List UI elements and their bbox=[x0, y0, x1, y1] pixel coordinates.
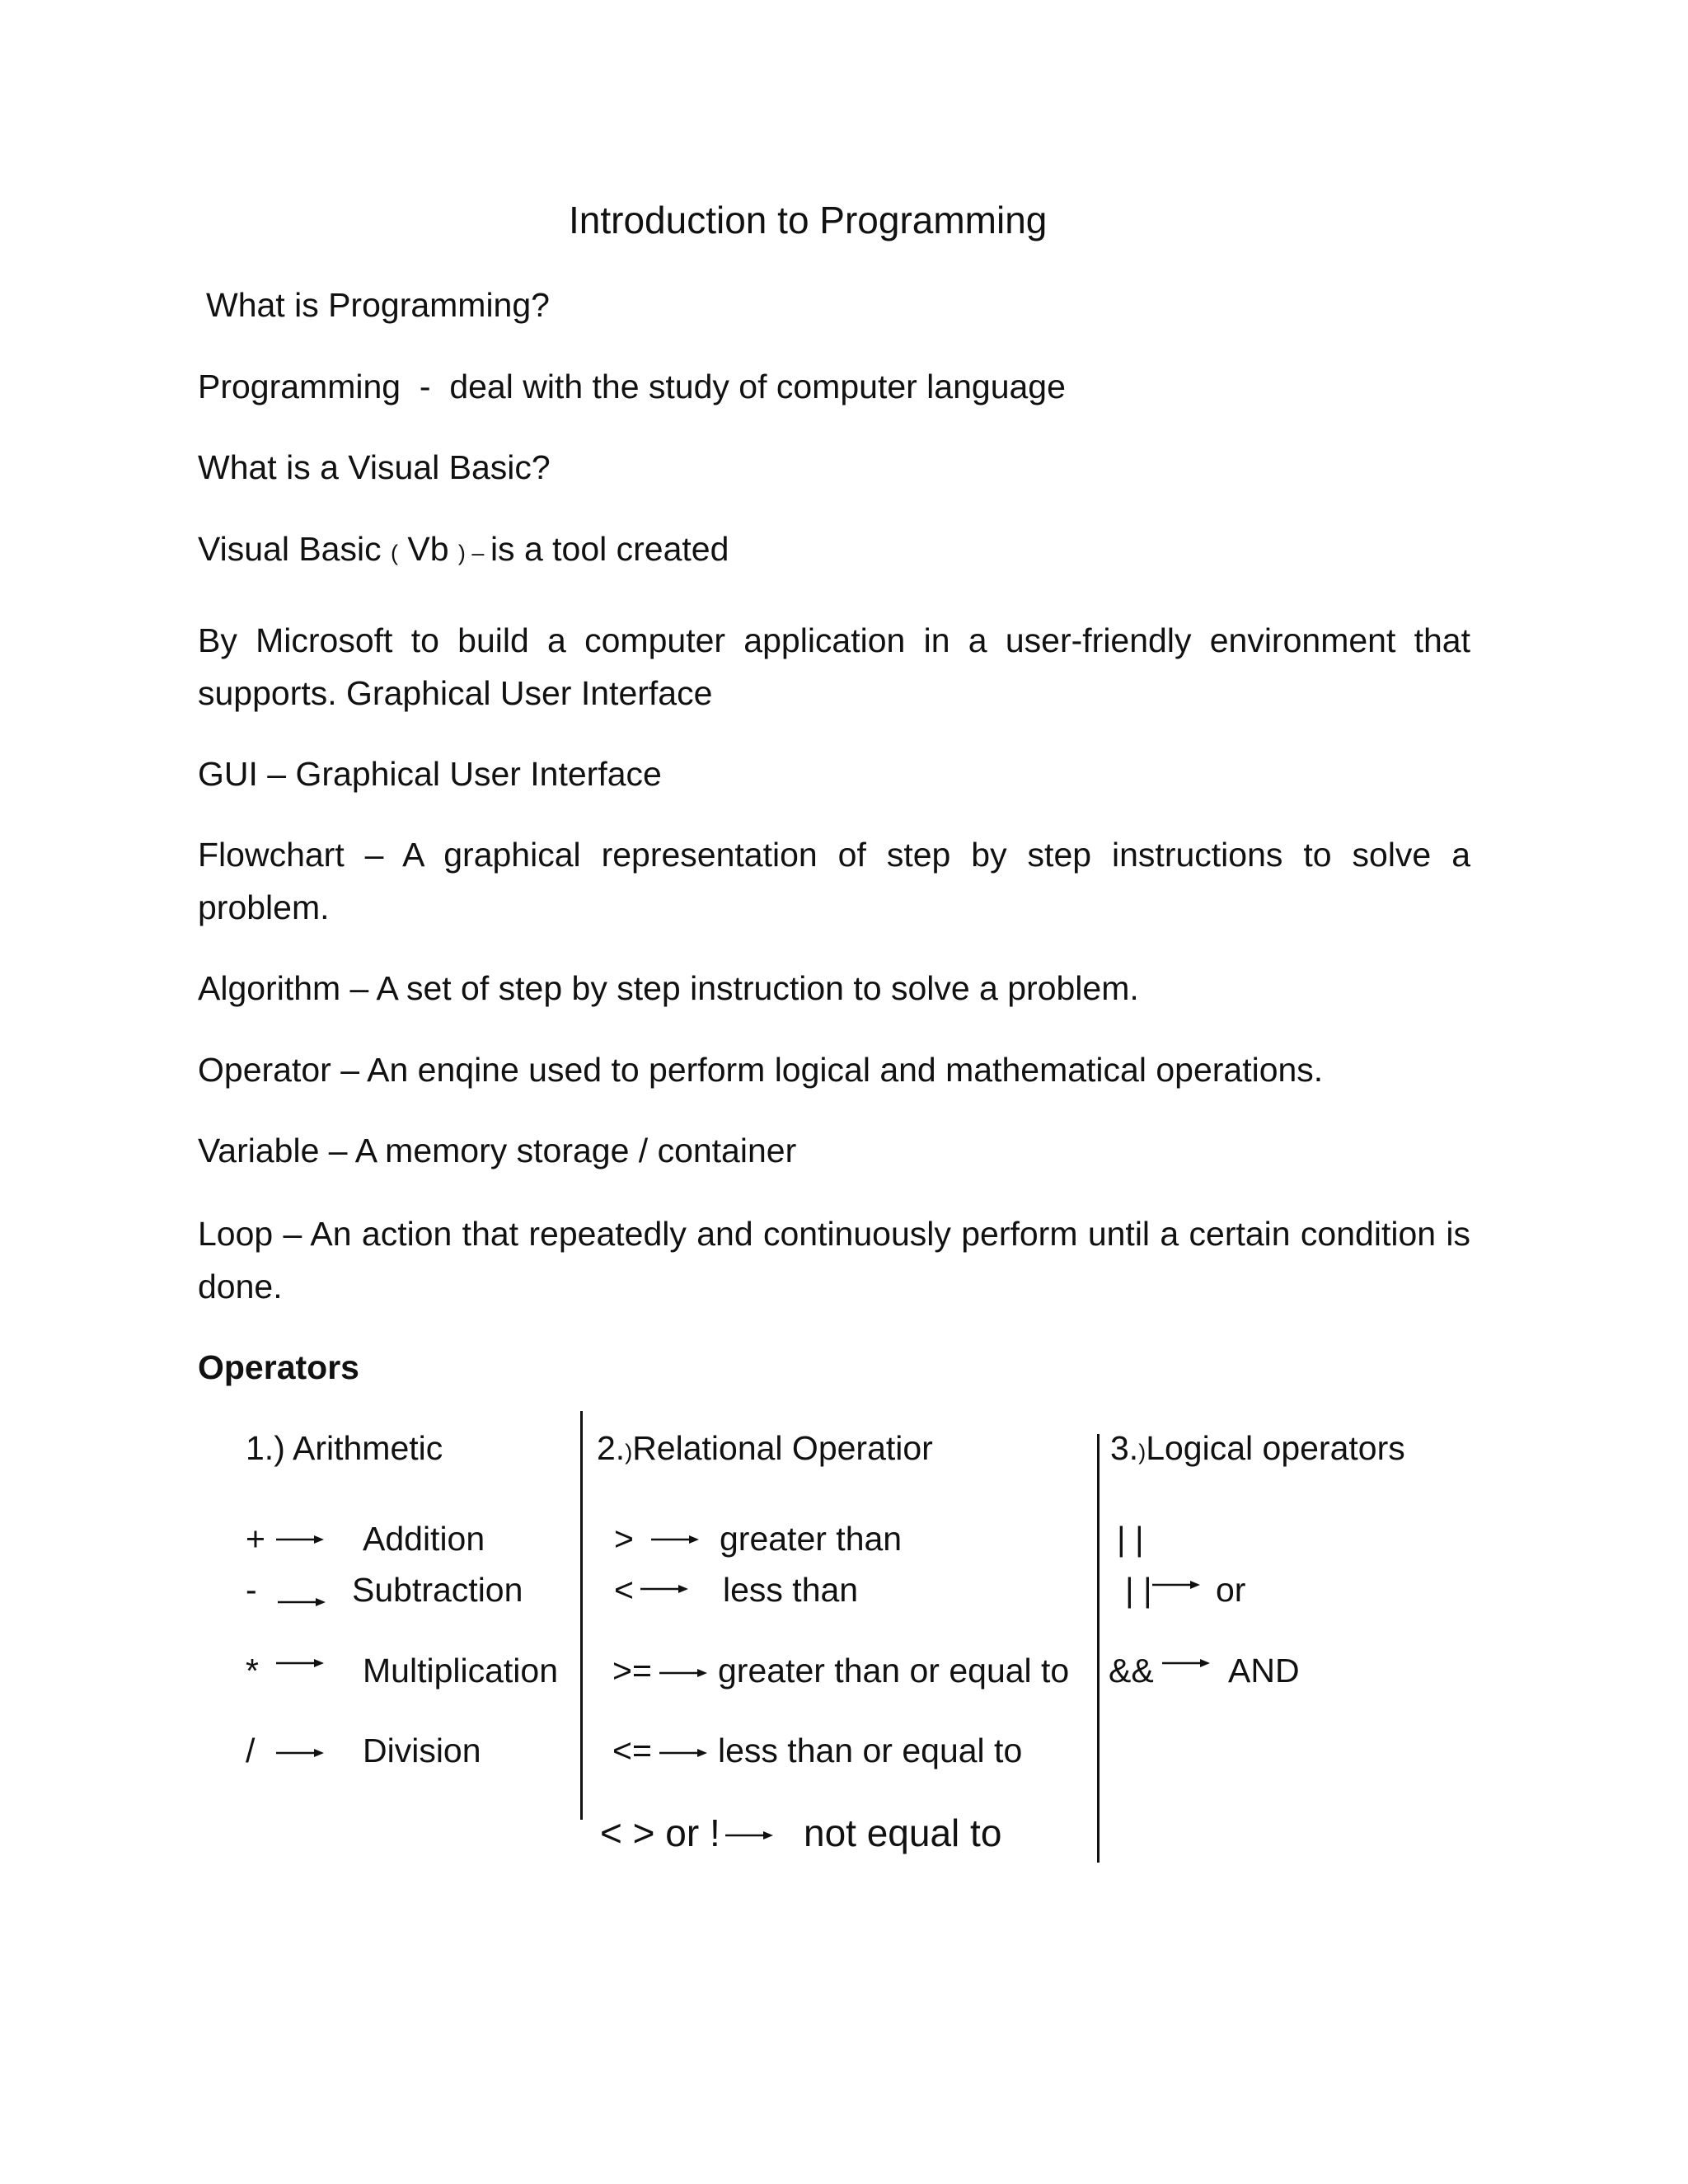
relational-number: 2. bbox=[597, 1429, 626, 1467]
question-visual-basic: What is a Visual Basic? bbox=[198, 448, 551, 486]
term-programming: Programming bbox=[198, 368, 401, 405]
loop-definition: Loop – An action that repeatedly and continuously perform until a certain condition is done. bbox=[198, 1215, 1470, 1305]
logic-sym-or-2: | | bbox=[1125, 1571, 1152, 1609]
definition-visual-basic bbox=[198, 529, 729, 569]
arrow-icon bbox=[659, 1745, 709, 1761]
definition-programming bbox=[198, 367, 1066, 407]
arrow-icon bbox=[276, 1745, 326, 1761]
arithmetic-label: Arithmetic bbox=[284, 1429, 443, 1467]
variable-definition: Variable – A memory storage / container bbox=[198, 1132, 797, 1169]
vb-paragraph: By Microsoft to build a computer application in a user-friendly environment that supports. Graphical User Interface bbox=[198, 621, 1470, 712]
paren-close: ) bbox=[457, 541, 466, 565]
paren-open: ( bbox=[390, 541, 398, 565]
arith-name-add: Addition bbox=[363, 1520, 485, 1558]
arrow-icon bbox=[651, 1531, 701, 1548]
arith-sym-div: / bbox=[246, 1732, 256, 1769]
arith-sym-mul: * bbox=[246, 1652, 259, 1690]
rel-sym-gte: >= bbox=[612, 1652, 652, 1690]
arith-name-sub: Subtraction bbox=[352, 1571, 523, 1609]
relational-header bbox=[597, 1428, 933, 1469]
arithmetic-number: 1.) bbox=[246, 1429, 285, 1467]
arith-sym-add: + bbox=[246, 1520, 265, 1558]
arrow-icon bbox=[276, 1531, 326, 1548]
abbr-vb: Vb bbox=[397, 530, 458, 568]
arith-name-div: Division bbox=[363, 1732, 481, 1769]
rel-sym-gt: > bbox=[614, 1520, 634, 1558]
logic-sym-or-1: | | bbox=[1117, 1520, 1144, 1558]
arith-name-mul: Multiplication bbox=[363, 1652, 558, 1690]
arrow-icon bbox=[276, 1655, 326, 1671]
column-divider-1 bbox=[580, 1411, 583, 1820]
rel-name-lt: less than bbox=[723, 1571, 859, 1609]
vb-text: is a tool created bbox=[490, 530, 729, 568]
relational-paren: ) bbox=[625, 1440, 633, 1465]
logic-sym-and: && bbox=[1109, 1652, 1154, 1690]
rel-sym-lte: <= bbox=[612, 1732, 652, 1769]
dash: – bbox=[465, 541, 490, 565]
definition-text: deal with the study of computer language bbox=[449, 368, 1066, 405]
rel-name-gte: greater than or equal to bbox=[718, 1652, 1070, 1690]
rel-sym-ne: < > or ! bbox=[600, 1811, 720, 1854]
arrow-icon bbox=[659, 1665, 709, 1681]
logical-number: 3. bbox=[1110, 1429, 1139, 1467]
operator-definition: Operator – An enqine used to perform logical and mathematical operations. bbox=[198, 1051, 1324, 1089]
page-title: Introduction to Programming bbox=[569, 199, 1048, 241]
arrow-icon bbox=[278, 1594, 327, 1610]
arith-sym-sub: - bbox=[246, 1571, 257, 1609]
arithmetic-header bbox=[246, 1428, 443, 1469]
arrow-icon bbox=[725, 1827, 775, 1844]
rel-sym-lt: < bbox=[614, 1571, 634, 1609]
relational-label: Relational Operatior bbox=[632, 1429, 933, 1467]
arrow-icon bbox=[1152, 1577, 1202, 1593]
arrow-icon bbox=[640, 1581, 690, 1597]
rel-name-lte: less than or equal to bbox=[718, 1732, 1023, 1769]
algorithm-definition: Algorithm – A set of step by step instruction to solve a problem. bbox=[198, 969, 1139, 1007]
arrow-icon bbox=[1162, 1655, 1212, 1671]
column-divider-2 bbox=[1097, 1434, 1100, 1863]
rel-name-gt: greater than bbox=[720, 1520, 903, 1558]
question-programming: What is Programming? bbox=[206, 286, 550, 324]
gui-definition: GUI – Graphical User Interface bbox=[198, 755, 662, 793]
flowchart-definition: Flowchart – A graphical representation of step by step instructions to solve a problem. bbox=[198, 836, 1470, 926]
separator: - bbox=[401, 368, 450, 405]
operators-heading: Operators bbox=[198, 1348, 359, 1386]
rel-name-ne: not equal to bbox=[804, 1811, 1002, 1854]
logic-name-and: AND bbox=[1228, 1652, 1300, 1690]
logical-label: Logical operators bbox=[1146, 1429, 1405, 1467]
logic-name-or: or bbox=[1216, 1571, 1246, 1609]
term-visual-basic: Visual Basic bbox=[198, 530, 382, 568]
logical-header bbox=[1110, 1428, 1405, 1469]
logical-paren: ) bbox=[1138, 1440, 1146, 1465]
